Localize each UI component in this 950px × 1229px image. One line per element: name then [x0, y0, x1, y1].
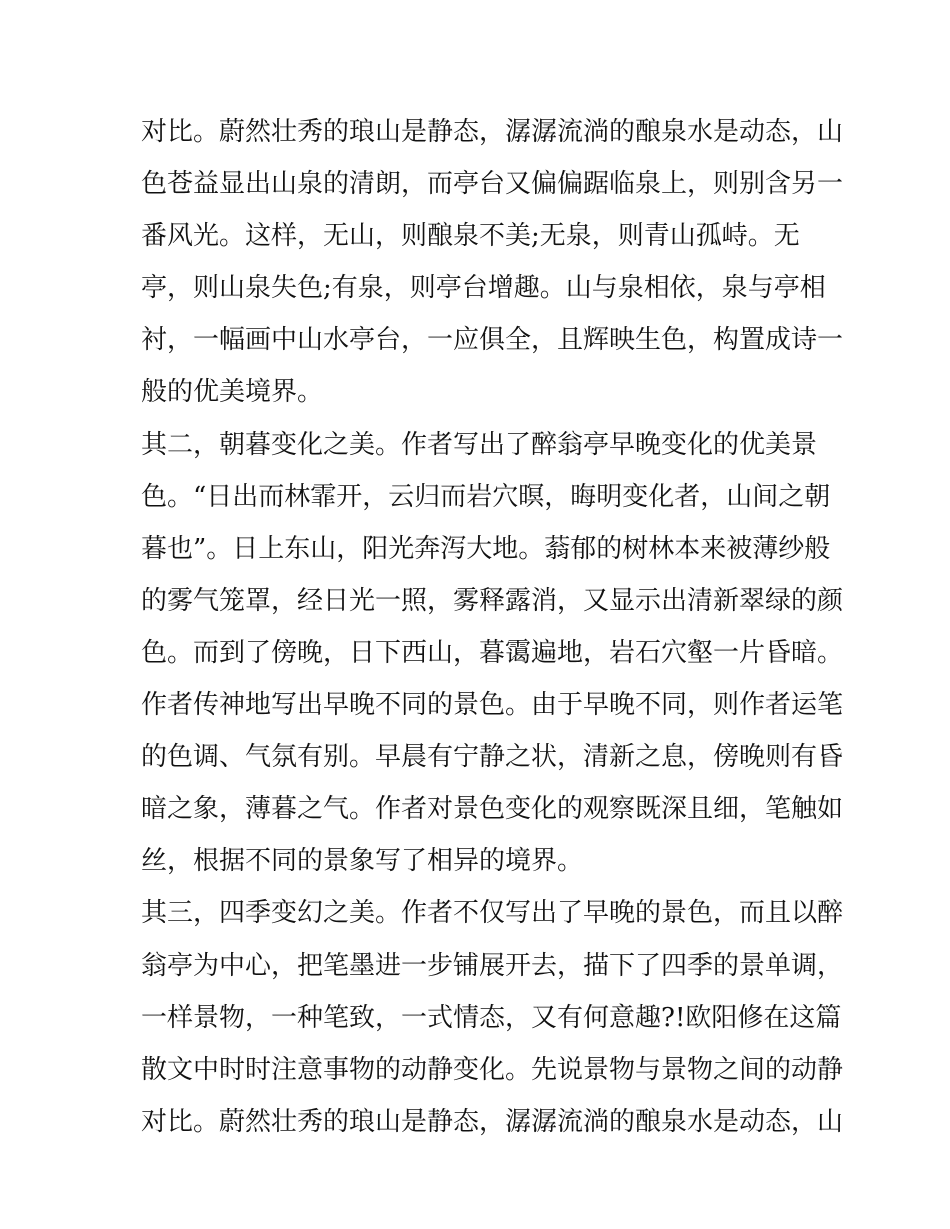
- text-line: 般的优美境界。: [141, 377, 324, 408]
- text-line: 衬，一幅画中山水亭台，一应俱全，且辉映生色，构置成诗一: [141, 325, 844, 356]
- text-line: 丝，根据不同的景象写了相异的境界。: [141, 846, 584, 877]
- text-line: 色。“日出而林霏开，云归而岩穴暝，晦明变化者，山间之朝: [141, 481, 831, 512]
- text-line: 的色调、气氛有别。早晨有宁静之状，清新之息，傍晚则有昏: [141, 742, 844, 773]
- text-line: 翁亭为中心，把笔墨进一步铺展开去，描下了四季的景单调，: [141, 950, 844, 981]
- text-line: 对比。蔚然壮秀的琅山是静态，潺潺流淌的酿泉水是动态，山: [141, 1106, 844, 1137]
- text-line: 暮也”。日上东山，阳光奔泻大地。蓊郁的树林本来被薄纱般: [141, 533, 831, 564]
- text-line: 作者传神地写出早晚不同的景色。由于早晚不同，则作者运笔: [141, 690, 844, 721]
- text-line: 色苍益显出山泉的清朗，而亭台又偏偏踞临泉上，则别含另一: [141, 169, 844, 200]
- text-line: 亭，则山泉失色;有泉，则亭台增趣。山与泉相依，泉与亭相: [141, 273, 826, 304]
- text-line: 对比。蔚然壮秀的琅山是静态，潺潺流淌的酿泉水是动态，山: [141, 117, 844, 147]
- text-line: 其二，朝暮变化之美。作者写出了醉翁亭早晚变化的优美景: [141, 429, 818, 460]
- text-line: 暗之象，薄暮之气。作者对景色变化的观察既深且细，笔触如: [141, 794, 844, 825]
- text-line: 其三，四季变幻之美。作者不仅写出了早晚的景色，而且以醉: [141, 898, 844, 929]
- text-line: 一样景物，一种笔致，一式情态，又有何意趣?!欧阳修在这篇: [141, 1002, 842, 1033]
- text-line: 番风光。这样，无山，则酿泉不美;无泉，则青山孤峙。无: [141, 221, 800, 252]
- text-line: 色。而到了傍晚，日下西山，暮霭遍地，岩石穴壑一片昏暗。: [141, 637, 844, 668]
- text-line: 散文中时时注意事物的动静变化。先说景物与景物之间的动静: [141, 1054, 844, 1085]
- document-body: [141, 106, 844, 1148]
- text-line: 的雾气笼罩，经日光一照，雾释露消，又显示出清新翠绿的颜: [141, 585, 844, 616]
